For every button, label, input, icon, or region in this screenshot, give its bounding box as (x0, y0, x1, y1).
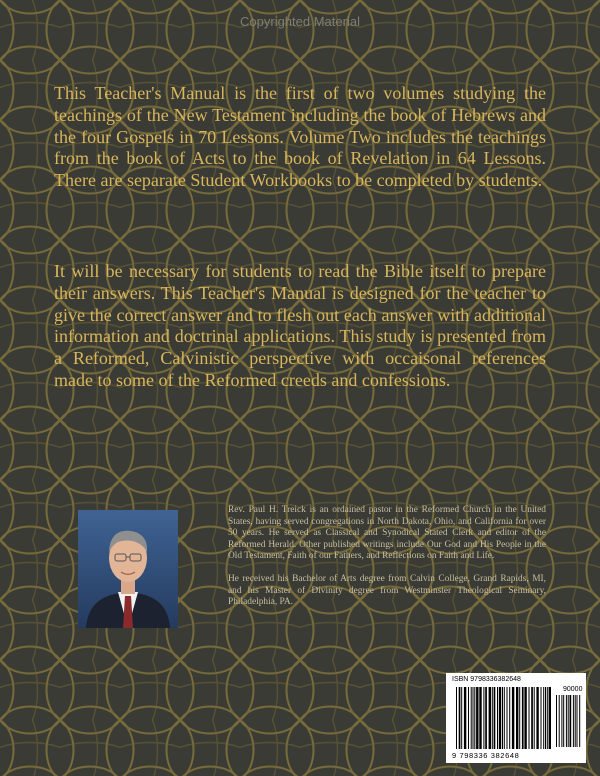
author-bio-paragraph-2: He received his Bachelor of Arts degree from Calvin College, Grand Rapids, MI, and his Master of Divinity degree from Westminster Theological Seminary, Philadelphia, PA. (228, 574, 546, 608)
barcode-bar (579, 695, 580, 747)
barcode-bar (568, 695, 569, 747)
barcode-bar (459, 687, 461, 749)
barcode-bar (575, 695, 576, 747)
isbn-barcode (456, 687, 552, 749)
barcode-bar (577, 695, 578, 747)
barcode-bar (559, 695, 560, 747)
barcode-bar (468, 687, 469, 749)
barcode-bar (549, 687, 551, 749)
barcode-bar (522, 687, 524, 749)
barcode-bar (502, 687, 503, 749)
copyright-watermark: Copyrighted Material (240, 14, 360, 29)
barcode-bar (531, 687, 533, 749)
price-code: 90000 (563, 686, 583, 693)
barcode-bar (547, 687, 548, 749)
barcode-bar (474, 687, 475, 749)
barcode-bar (534, 687, 535, 749)
barcode-bar (556, 695, 557, 747)
barcode-bar (512, 687, 514, 749)
barcode-bar (545, 687, 546, 749)
barcode-bar (541, 687, 542, 749)
barcode-bar (499, 687, 501, 749)
barcode-bar (529, 687, 530, 749)
barcode-bar (497, 687, 498, 749)
barcode-bar (563, 695, 564, 747)
barcode-bar (573, 695, 574, 747)
barcode-bar (519, 687, 520, 749)
barcode-digits: 9 798336 382648 (452, 751, 520, 760)
price-barcode (556, 695, 582, 747)
barcode-bar (494, 687, 496, 749)
barcode-bar (516, 687, 518, 749)
isbn-barcode-box (446, 673, 586, 763)
barcode-bar (456, 687, 457, 749)
author-bio-paragraph-1: Rev. Paul H. Treick is an ordained pastor in the Reformed Church in the United States, having served congregations in North Dakota, Ohio, and California for over 50 years. He served as Classical and Synodical Stated Clerk and editor of the Reformed Herald. Other published writings include Our God and His People in the Old Testament, Faith of our Fathers, and Reflections on Faith and Life. (228, 505, 546, 562)
isbn-label: ISBN 9798336382648 (452, 676, 521, 683)
barcode-bar (566, 695, 567, 747)
barcode-bar (570, 695, 572, 747)
barcode-bar (524, 687, 526, 749)
author-photo (78, 510, 178, 628)
barcode-bar (485, 687, 487, 749)
barcode-bar (464, 687, 466, 749)
barcode-bar (479, 687, 481, 749)
barcode-bar (483, 687, 484, 749)
barcode-bar (509, 687, 510, 749)
barcode-bar (461, 687, 462, 749)
barcode-bar (507, 687, 508, 749)
barcode-bar (476, 687, 478, 749)
barcode-bar (471, 687, 472, 749)
barcode-bar (536, 687, 538, 749)
barcode-bar (489, 687, 491, 749)
barcode-bar (473, 687, 474, 749)
barcode-bar (504, 687, 505, 749)
barcode-bar (492, 687, 493, 749)
barcode-bar (543, 687, 544, 749)
description-paragraph-2: It will be necessary for students to read the Bible itself to prepare their answers. This Teacher's Manual is designed for the teacher to give the correct answer and to flesh out each answer with additional information and doctrinal applications. This study is presented from a Reformed, Calvinistic perspective with occaisonal references made to some of the Reformed creeds and confessions. (54, 261, 546, 390)
description-paragraph-1: This Teacher's Manual is the first of two volumes studying the teachings of the New Testament including the book of Hebrews and the four Gospels in 70 Lessons. Volume Two includes the teachings from the book of Acts to the book of Revelation in 64 Lessons. There are separate Student Workbooks to be completed by students. (54, 83, 546, 191)
barcode-bar (561, 695, 562, 747)
